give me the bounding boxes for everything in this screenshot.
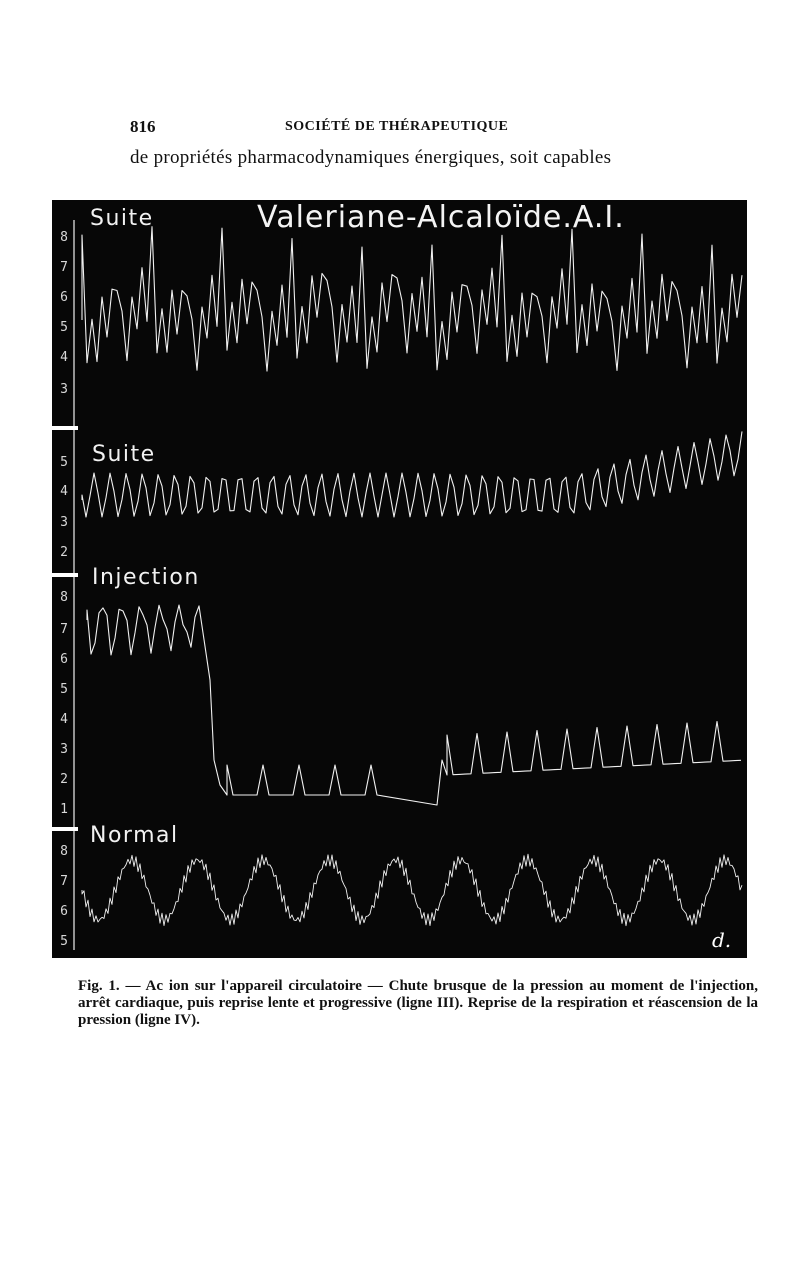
figure-title: Valeriane-Alcaloïde.A.I. [257, 200, 625, 235]
trace-separator [52, 573, 78, 577]
tick-label: 6 [60, 652, 68, 667]
tick-label: 3 [60, 742, 68, 757]
tick-label: 7 [60, 260, 68, 275]
figure-reference: Fig. 1. [78, 978, 120, 994]
tick-label: 5 [60, 455, 68, 470]
signature-mark: d. [712, 928, 732, 952]
tick-label: 3 [60, 515, 68, 530]
trace-separator [52, 827, 78, 831]
tick-label: 7 [60, 874, 68, 889]
page-number: 816 [130, 117, 156, 136]
tick-label: 2 [60, 545, 68, 560]
body-text-line: de propriétés pharmacodynamiques énergiques, soit capables [130, 147, 612, 168]
tick-label: 4 [60, 350, 68, 365]
tick-label: 4 [60, 712, 68, 727]
trace-4-line [82, 854, 742, 926]
running-head: SOCIÉTÉ DE THÉRAPEUTIQUE [285, 119, 509, 134]
trace-1-line [82, 227, 742, 371]
figure-caption [78, 978, 758, 1029]
tick-label: 8 [60, 230, 68, 245]
trace-label-3: Injection [92, 565, 200, 590]
kymograph-figure [52, 200, 747, 958]
tick-label: 6 [60, 290, 68, 305]
trace-label-2: Suite [92, 442, 156, 467]
tick-label: 1 [60, 802, 68, 817]
tick-label: 4 [60, 484, 68, 499]
tick-label: 8 [60, 590, 68, 605]
tick-label: 5 [60, 682, 68, 697]
tick-label: 8 [60, 844, 68, 859]
trace-2-line [82, 431, 742, 517]
caption-text: — Ac ion sur l'appareil circulatoire — Chute brusque de la pression au moment de l'injection, arrêt cardiaque, puis reprise lente et progressive (ligne III). Reprise de la respiration et réascension de la pression (ligne IV). [78, 978, 758, 1028]
tick-label: 5 [60, 934, 68, 949]
tick-label: 2 [60, 772, 68, 787]
tick-label: 7 [60, 622, 68, 637]
trace-label-1: Suite [90, 206, 154, 231]
tick-label: 6 [60, 904, 68, 919]
trace-separator [52, 426, 78, 430]
trace-label-4: Normal [90, 823, 179, 848]
tick-label: 5 [60, 320, 68, 335]
trace-3-line [87, 605, 741, 805]
tick-label: 3 [60, 382, 68, 397]
